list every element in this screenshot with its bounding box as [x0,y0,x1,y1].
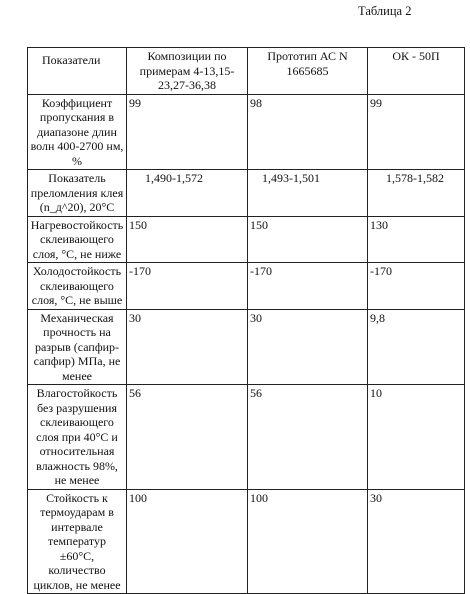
value-compositions: 30 [127,309,248,385]
param-transmission: Коэффициент пропускания в диапазоне длин волн 400-2700 нм, % [28,94,127,170]
param-refractive-index: Показатель преломления клея (n_д^20), 20°С [28,170,127,217]
value-compositions: -170 [127,263,248,310]
param-mechanical-strength: Механическая прочность на разрыв (сапфир- сапфир) МПа, не менее [28,309,127,385]
header-parameters: Показатели [28,48,127,95]
value-prototype: 150 [248,216,368,263]
table-row [28,94,465,170]
value-ok50p: 99 [368,94,465,170]
param-thermal-shock: Стойкость к термоударам в интервале температур ±60°С, количество циклов, не менее [28,489,127,594]
header-compositions: Композиции по примерам 4-13,15-23,27-36,38 [127,48,248,95]
value-ok50p: 9,8 [368,309,465,385]
header-ok50p: ОК - 50П [368,48,465,95]
table-row [28,216,465,263]
param-moisture-resistance: Влагостойкость без разрушения склеивающего слоя при 40°С и относительная влажность 98%, не менее [28,385,127,490]
value-prototype: 30 [248,309,368,385]
value-prototype: 1,493-1,501 [248,170,368,217]
table-header-row [28,48,465,95]
table-row [28,489,465,594]
properties-table [27,47,465,594]
value-compositions: 100 [127,489,248,594]
value-compositions: 56 [127,385,248,490]
value-ok50p: -170 [368,263,465,310]
value-prototype: 100 [248,489,368,594]
value-ok50p: 10 [368,385,465,490]
value-compositions: 1,490-1,572 [127,170,248,217]
value-ok50p: 30 [368,489,465,594]
table-row [28,170,465,217]
value-compositions: 150 [127,216,248,263]
value-ok50p: 1,578-1,582 [368,170,465,217]
table-caption: Таблица 2 [358,4,412,18]
value-prototype: -170 [248,263,368,310]
table-row [28,309,465,385]
header-prototype: Прототип АС N 1665685 [248,48,368,95]
value-compositions: 99 [127,94,248,170]
param-heat-resistance: Нагревостойкость склеивающего слоя, °С, не ниже [28,216,127,263]
value-prototype: 98 [248,94,368,170]
table-row [28,263,465,310]
param-cold-resistance: Холодостойкость склеивающего слоя, °С, не выше [28,263,127,310]
table-row [28,385,465,490]
value-ok50p: 130 [368,216,465,263]
value-prototype: 56 [248,385,368,490]
